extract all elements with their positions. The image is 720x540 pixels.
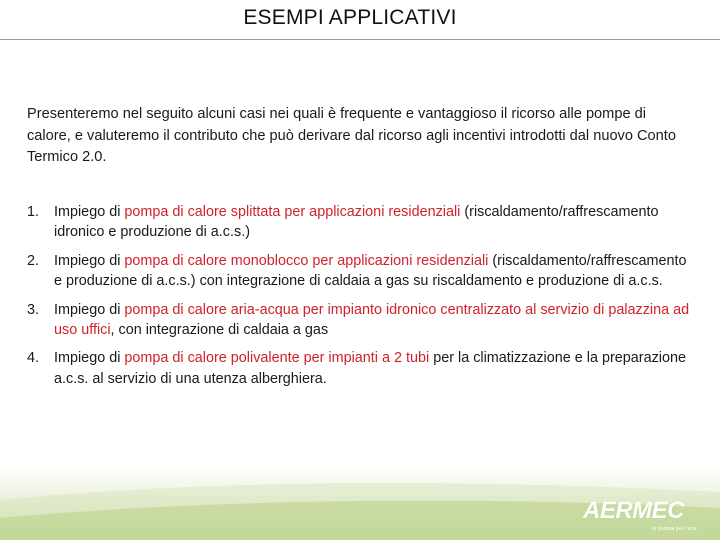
slide-title: ESEMPI APPLICATIVI	[243, 6, 457, 29]
item-prefix: Impiego di	[54, 252, 125, 269]
list-item	[27, 251, 697, 292]
intro-paragraph: Presenteremo nel seguito alcuni casi nei quali è frequente e vantaggioso il ricorso alle pompe di calore, e valuteremo il contributo che può derivare dal ricorso agli incentivi introdotti dal nuovo Conto Termico 2.0.	[27, 106, 676, 165]
item-number: 2.	[27, 252, 40, 269]
list-item	[27, 348, 697, 389]
item-highlight: pompa di calore aria-acqua per impianto idronico centralizzato al servizio di palazzina ad uso uffici	[54, 301, 690, 339]
list-item	[27, 300, 697, 341]
item-highlight: pompa di calore polivalente per impianti a 2 tubi	[124, 350, 430, 367]
item-suffix: per la climatizzazione e la preparazione a.c.s. al servizio di una utenza alberghiera.	[54, 350, 686, 387]
item-suffix: , con integrazione di caldaia a gas	[110, 322, 329, 339]
item-number: 4.	[27, 350, 40, 367]
item-highlight: pompa di calore monoblocco per applicazioni residenziali	[124, 252, 489, 269]
aermec-logo: AERMEC	[583, 497, 685, 524]
item-suffix: (riscaldamento/raffrescamento idronico e produzione di a.c.s.)	[54, 204, 659, 241]
item-prefix: Impiego di	[54, 350, 125, 367]
applications-list	[27, 202, 697, 397]
list-item	[27, 202, 697, 243]
item-prefix: Impiego di	[54, 204, 125, 220]
title-divider	[0, 39, 720, 40]
item-prefix: Impiego di	[54, 301, 125, 318]
item-suffix: (riscaldamento/raffrescamento e produzione di a.c.s.) con integrazione di caldaia a gas su riscaldamento e produzione di a.c.s.	[54, 252, 687, 290]
item-highlight: pompa di calore splittata per applicazioni residenziali	[124, 204, 461, 220]
item-number: 1.	[27, 204, 40, 220]
logo-tagline: la pompa per l'aria	[652, 526, 697, 532]
item-number: 3.	[27, 301, 40, 318]
